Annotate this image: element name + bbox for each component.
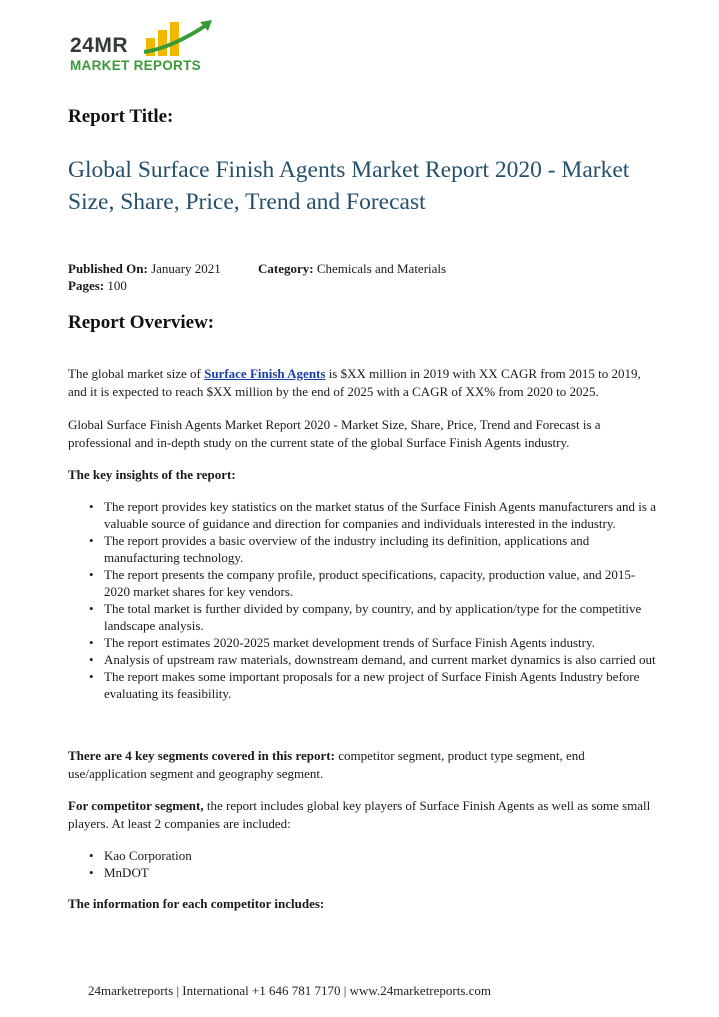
- surface-finish-agents-link[interactable]: Surface Finish Agents: [204, 366, 326, 381]
- logo-text-24mr: 24MR: [70, 34, 129, 57]
- list-item: • Kao Corporation: [68, 847, 658, 864]
- published-value: January 2021: [151, 261, 221, 276]
- overview-p1-before: The global market size of: [68, 366, 205, 381]
- pages-label: Pages:: [68, 278, 105, 293]
- overview-paragraph-2: Global Surface Finish Agents Market Report 2020 - Market Size, Share, Price, Trend and Forecast is a professional and in-depth study on the current state of the global Surface Finish Agents industry.: [68, 417, 601, 450]
- competitor-text: the report includes global key players of Surface Finish Agents as well as some small players. At least 2 companies are included:: [68, 798, 651, 831]
- competitor-paragraph: [68, 797, 658, 832]
- report-title: Global Surface Finish Agents Market Report 2020 - Market Size, Share, Price, Trend and Forecast: [68, 157, 630, 215]
- key-insights-heading: The key insights of the report:: [68, 467, 236, 482]
- overview-paragraph-1: [68, 365, 658, 400]
- pages-value: 100: [107, 278, 127, 293]
- list-item: • The report makes some important proposals for a new project of Surface Finish Agents Industry before evaluating its feasibility.: [68, 668, 658, 702]
- company-logo: [70, 18, 220, 78]
- published-label: Published On:: [68, 261, 148, 276]
- competitor-info-heading: The information for each competitor includes:: [68, 896, 325, 911]
- key-insights-list: [68, 498, 658, 702]
- report-title-label: Report Title:: [68, 106, 174, 127]
- logo-text-market-reports: MARKET REPORTS: [70, 58, 201, 73]
- list-item: • The report presents the company profile, product specifications, capacity, production value, and 2015-2020 market shares for key vendors.: [68, 566, 658, 600]
- category: [258, 261, 446, 277]
- overview-p1-after: is $XX million in 2019 with XX CAGR from 2015 to 2019, and it is expected to reach $XX million by the end of 2025 with a CAGR of XX% from 2020 to 2025.: [68, 366, 641, 399]
- list-item: • Analysis of upstream raw materials, downstream demand, and current market dynamics is also carried out: [68, 651, 658, 668]
- competitor-list: [68, 847, 658, 881]
- bar-chart-logo-icon: [142, 18, 214, 60]
- pages: [68, 278, 127, 294]
- page-footer: 24marketreports | International +1 646 781 7170 | www.24marketreports.com: [88, 983, 492, 998]
- category-value: Chemicals and Materials: [316, 261, 447, 276]
- list-item: • The total market is further divided by company, by country, and by application/type for the competitive landscape analysis.: [68, 600, 658, 634]
- segments-text: competitor segment, product type segment, end use/application segment and geography segment.: [68, 748, 585, 781]
- segments-paragraph: [68, 747, 658, 782]
- published-on: [68, 261, 221, 277]
- list-item: • MnDOT: [68, 864, 658, 881]
- list-item: • The report provides key statistics on the market status of the Surface Finish Agents manufacturers and is a valuable source of guidance and direction for companies and individuals interested in the industry.: [68, 498, 658, 532]
- category-label: Category:: [258, 261, 314, 276]
- list-item: • The report provides a basic overview of the industry including its definition, applications and manufacturing technology.: [68, 532, 658, 566]
- list-item: • The report estimates 2020-2025 market development trends of Surface Finish Agents industry.: [68, 634, 658, 651]
- competitor-bold: For competitor segment,: [68, 798, 204, 813]
- segments-bold: There are 4 key segments covered in this report:: [68, 748, 335, 763]
- report-overview-label: Report Overview:: [68, 312, 215, 333]
